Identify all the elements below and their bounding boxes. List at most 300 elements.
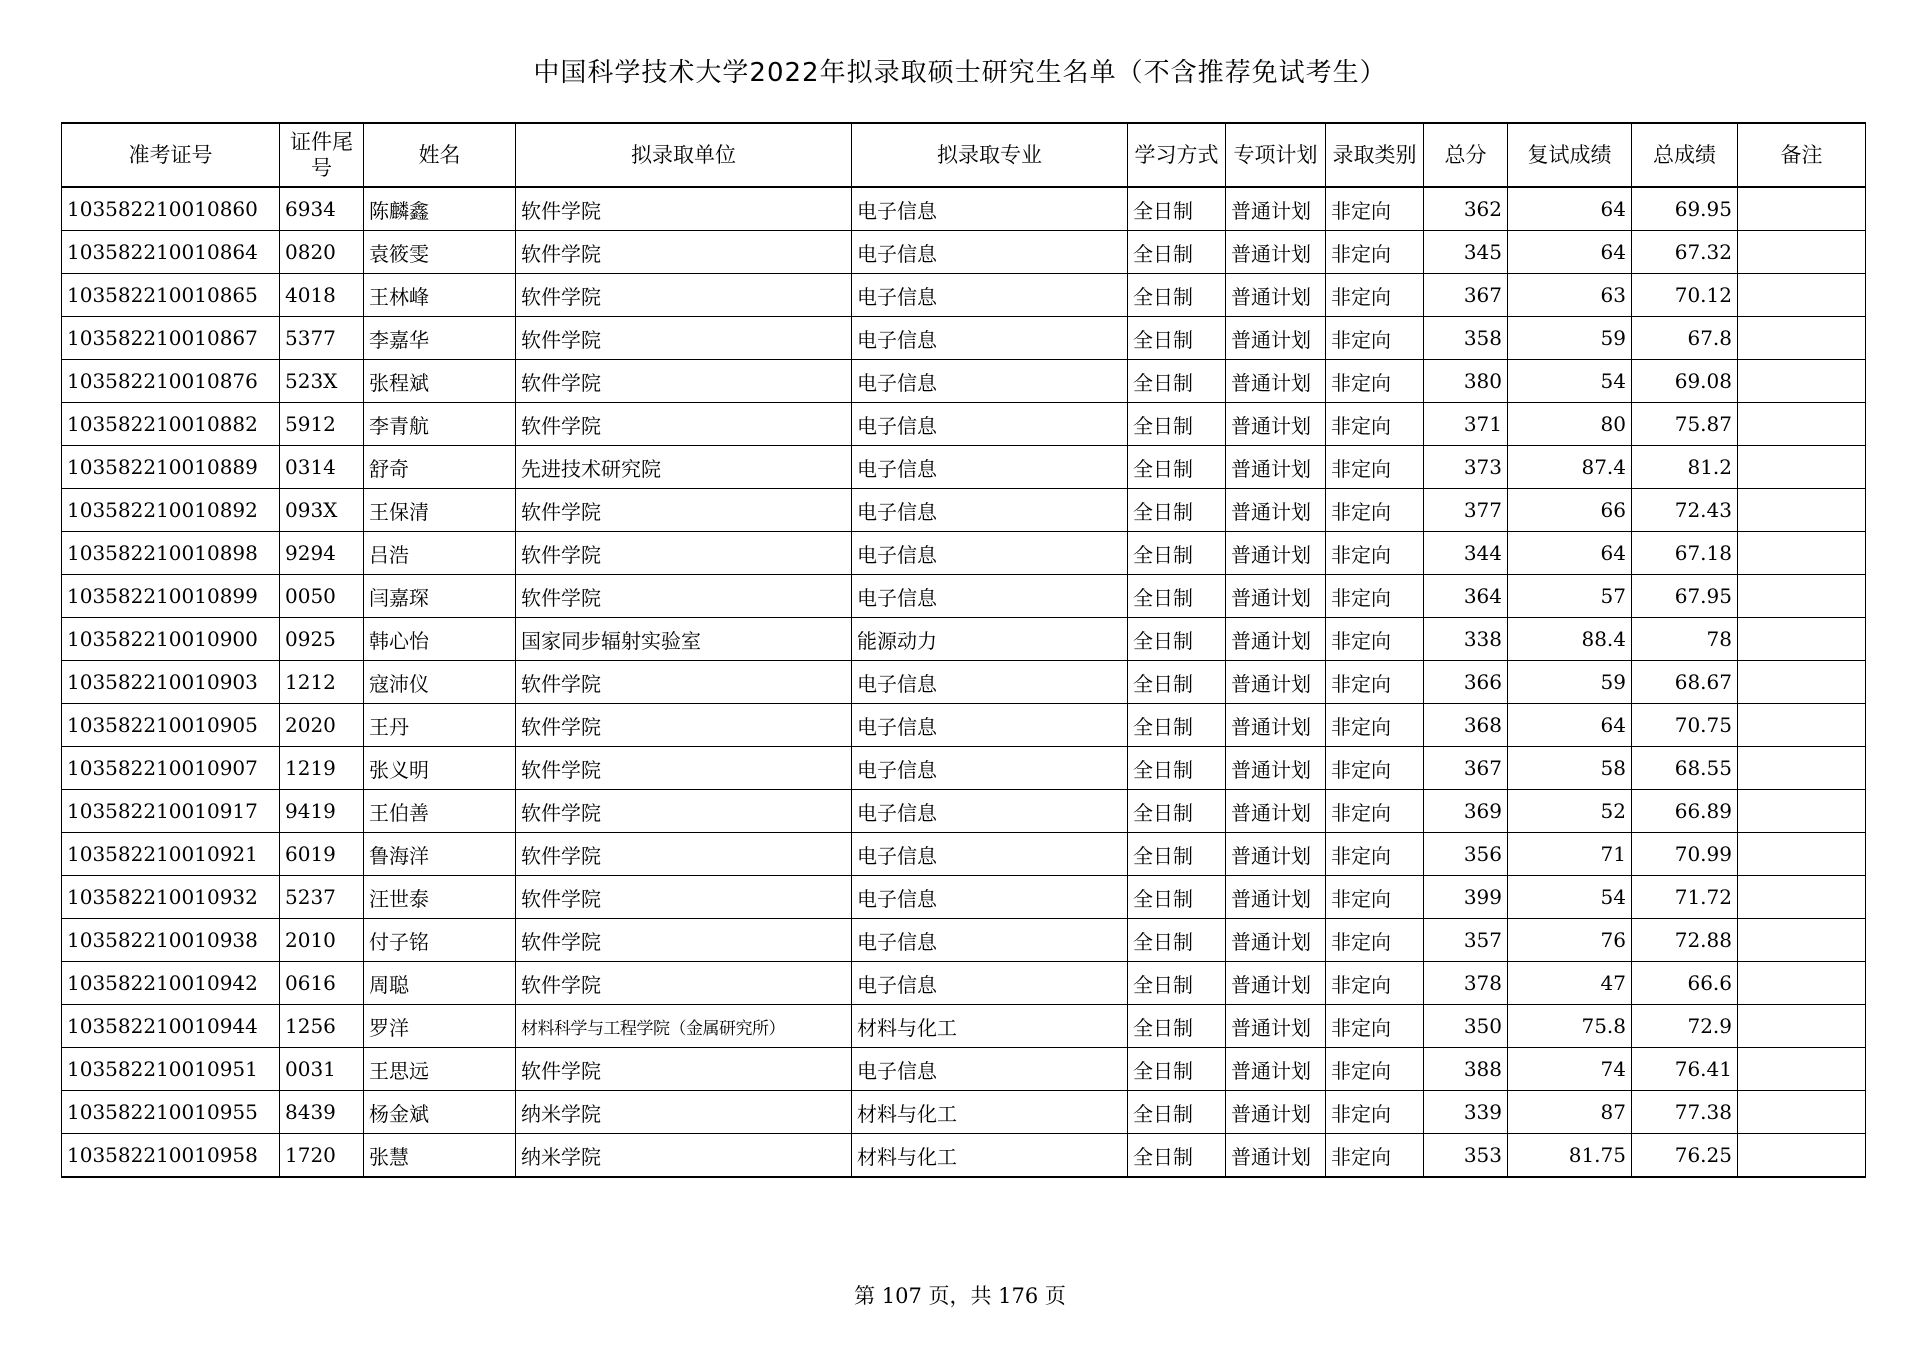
cell-id-tail: 0616 bbox=[280, 962, 364, 1005]
cell-study-mode: 全日制 bbox=[1128, 489, 1226, 532]
cell-name: 李青航 bbox=[364, 403, 516, 446]
cell-plan: 普通计划 bbox=[1226, 1005, 1326, 1048]
table-row bbox=[62, 1134, 1866, 1178]
cell-major: 电子信息 bbox=[852, 919, 1128, 962]
table-row bbox=[62, 575, 1866, 618]
cell-unit: 纳米学院 bbox=[516, 1091, 852, 1134]
cell-exam-id: 103582210010955 bbox=[62, 1091, 280, 1134]
cell-id-tail: 2020 bbox=[280, 704, 364, 747]
cell-total: 345 bbox=[1424, 231, 1508, 274]
cell-retest: 74 bbox=[1508, 1048, 1632, 1091]
cell-plan: 普通计划 bbox=[1226, 489, 1326, 532]
cell-exam-id: 103582210010951 bbox=[62, 1048, 280, 1091]
cell-remark bbox=[1738, 187, 1866, 231]
cell-study-mode: 全日制 bbox=[1128, 790, 1226, 833]
cell-unit: 软件学院 bbox=[516, 187, 852, 231]
cell-study-mode: 全日制 bbox=[1128, 274, 1226, 317]
header-name: 姓名 bbox=[364, 123, 516, 187]
cell-study-mode: 全日制 bbox=[1128, 704, 1226, 747]
header-row bbox=[62, 123, 1866, 187]
table-header bbox=[62, 123, 1866, 187]
cell-total: 362 bbox=[1424, 187, 1508, 231]
cell-unit: 材料科学与工程学院（金属研究所） bbox=[516, 1005, 852, 1048]
cell-category: 非定向 bbox=[1326, 1048, 1424, 1091]
cell-study-mode: 全日制 bbox=[1128, 360, 1226, 403]
table-row bbox=[62, 489, 1866, 532]
cell-category: 非定向 bbox=[1326, 1134, 1424, 1178]
cell-name: 王伯善 bbox=[364, 790, 516, 833]
cell-unit: 软件学院 bbox=[516, 317, 852, 360]
cell-overall: 69.08 bbox=[1632, 360, 1738, 403]
cell-unit: 软件学院 bbox=[516, 661, 852, 704]
cell-retest: 76 bbox=[1508, 919, 1632, 962]
cell-total: 369 bbox=[1424, 790, 1508, 833]
table-row bbox=[62, 360, 1866, 403]
cell-exam-id: 103582210010889 bbox=[62, 446, 280, 489]
header-plan: 专项计划 bbox=[1226, 123, 1326, 187]
table-row bbox=[62, 704, 1866, 747]
cell-total: 344 bbox=[1424, 532, 1508, 575]
cell-retest: 87 bbox=[1508, 1091, 1632, 1134]
cell-category: 非定向 bbox=[1326, 704, 1424, 747]
cell-unit: 软件学院 bbox=[516, 704, 852, 747]
cell-exam-id: 103582210010860 bbox=[62, 187, 280, 231]
table-row bbox=[62, 833, 1866, 876]
cell-remark bbox=[1738, 403, 1866, 446]
cell-plan: 普通计划 bbox=[1226, 274, 1326, 317]
cell-exam-id: 103582210010864 bbox=[62, 231, 280, 274]
cell-retest: 52 bbox=[1508, 790, 1632, 833]
cell-category: 非定向 bbox=[1326, 1091, 1424, 1134]
cell-study-mode: 全日制 bbox=[1128, 446, 1226, 489]
table-row bbox=[62, 446, 1866, 489]
cell-remark bbox=[1738, 747, 1866, 790]
cell-plan: 普通计划 bbox=[1226, 790, 1326, 833]
cell-overall: 67.18 bbox=[1632, 532, 1738, 575]
header-total: 总分 bbox=[1424, 123, 1508, 187]
cell-major: 电子信息 bbox=[852, 532, 1128, 575]
cell-retest: 58 bbox=[1508, 747, 1632, 790]
cell-retest: 54 bbox=[1508, 360, 1632, 403]
cell-unit: 国家同步辐射实验室 bbox=[516, 618, 852, 661]
cell-category: 非定向 bbox=[1326, 876, 1424, 919]
cell-remark bbox=[1738, 274, 1866, 317]
cell-retest: 64 bbox=[1508, 532, 1632, 575]
cell-name: 张慧 bbox=[364, 1134, 516, 1178]
cell-overall: 67.95 bbox=[1632, 575, 1738, 618]
cell-major: 材料与化工 bbox=[852, 1091, 1128, 1134]
cell-retest: 64 bbox=[1508, 187, 1632, 231]
cell-exam-id: 103582210010876 bbox=[62, 360, 280, 403]
cell-plan: 普通计划 bbox=[1226, 876, 1326, 919]
cell-retest: 71 bbox=[1508, 833, 1632, 876]
cell-plan: 普通计划 bbox=[1226, 532, 1326, 575]
cell-retest: 59 bbox=[1508, 317, 1632, 360]
cell-plan: 普通计划 bbox=[1226, 962, 1326, 1005]
cell-name: 鲁海洋 bbox=[364, 833, 516, 876]
cell-remark bbox=[1738, 575, 1866, 618]
cell-remark bbox=[1738, 446, 1866, 489]
cell-id-tail: 0031 bbox=[280, 1048, 364, 1091]
cell-plan: 普通计划 bbox=[1226, 919, 1326, 962]
cell-remark bbox=[1738, 317, 1866, 360]
cell-exam-id: 103582210010905 bbox=[62, 704, 280, 747]
cell-major: 材料与化工 bbox=[852, 1134, 1128, 1178]
cell-study-mode: 全日制 bbox=[1128, 962, 1226, 1005]
cell-study-mode: 全日制 bbox=[1128, 403, 1226, 446]
cell-name: 张程斌 bbox=[364, 360, 516, 403]
cell-unit: 软件学院 bbox=[516, 575, 852, 618]
cell-overall: 70.99 bbox=[1632, 833, 1738, 876]
cell-id-tail: 6019 bbox=[280, 833, 364, 876]
cell-name: 袁筱雯 bbox=[364, 231, 516, 274]
cell-name: 汪世泰 bbox=[364, 876, 516, 919]
cell-plan: 普通计划 bbox=[1226, 360, 1326, 403]
cell-id-tail: 9419 bbox=[280, 790, 364, 833]
cell-id-tail: 0820 bbox=[280, 231, 364, 274]
header-overall: 总成绩 bbox=[1632, 123, 1738, 187]
cell-exam-id: 103582210010865 bbox=[62, 274, 280, 317]
cell-total: 371 bbox=[1424, 403, 1508, 446]
cell-study-mode: 全日制 bbox=[1128, 833, 1226, 876]
cell-category: 非定向 bbox=[1326, 1005, 1424, 1048]
cell-retest: 80 bbox=[1508, 403, 1632, 446]
cell-category: 非定向 bbox=[1326, 790, 1424, 833]
cell-retest: 54 bbox=[1508, 876, 1632, 919]
header-study-mode: 学习方式 bbox=[1128, 123, 1226, 187]
cell-overall: 66.89 bbox=[1632, 790, 1738, 833]
cell-study-mode: 全日制 bbox=[1128, 187, 1226, 231]
cell-unit: 软件学院 bbox=[516, 274, 852, 317]
cell-total: 366 bbox=[1424, 661, 1508, 704]
cell-remark bbox=[1738, 661, 1866, 704]
cell-exam-id: 103582210010900 bbox=[62, 618, 280, 661]
cell-remark bbox=[1738, 833, 1866, 876]
cell-retest: 64 bbox=[1508, 704, 1632, 747]
cell-total: 364 bbox=[1424, 575, 1508, 618]
table-row bbox=[62, 532, 1866, 575]
cell-name: 闫嘉琛 bbox=[364, 575, 516, 618]
cell-exam-id: 103582210010867 bbox=[62, 317, 280, 360]
cell-name: 韩心怡 bbox=[364, 618, 516, 661]
cell-id-tail: 6934 bbox=[280, 187, 364, 231]
cell-unit: 软件学院 bbox=[516, 360, 852, 403]
cell-unit: 软件学院 bbox=[516, 790, 852, 833]
cell-unit: 软件学院 bbox=[516, 1048, 852, 1091]
cell-overall: 66.6 bbox=[1632, 962, 1738, 1005]
cell-unit: 软件学院 bbox=[516, 962, 852, 1005]
cell-id-tail: 1256 bbox=[280, 1005, 364, 1048]
cell-exam-id: 103582210010958 bbox=[62, 1134, 280, 1178]
cell-plan: 普通计划 bbox=[1226, 833, 1326, 876]
table-row bbox=[62, 876, 1866, 919]
cell-remark bbox=[1738, 1134, 1866, 1178]
cell-remark bbox=[1738, 618, 1866, 661]
table-body bbox=[62, 187, 1866, 1177]
cell-plan: 普通计划 bbox=[1226, 1091, 1326, 1134]
cell-id-tail: 0925 bbox=[280, 618, 364, 661]
cell-category: 非定向 bbox=[1326, 532, 1424, 575]
table-row bbox=[62, 962, 1866, 1005]
cell-total: 377 bbox=[1424, 489, 1508, 532]
cell-name: 吕浩 bbox=[364, 532, 516, 575]
cell-overall: 78 bbox=[1632, 618, 1738, 661]
cell-retest: 81.75 bbox=[1508, 1134, 1632, 1178]
cell-name: 王保清 bbox=[364, 489, 516, 532]
cell-overall: 68.55 bbox=[1632, 747, 1738, 790]
cell-id-tail: 2010 bbox=[280, 919, 364, 962]
cell-name: 付子铭 bbox=[364, 919, 516, 962]
cell-category: 非定向 bbox=[1326, 575, 1424, 618]
cell-name: 王林峰 bbox=[364, 274, 516, 317]
cell-retest: 87.4 bbox=[1508, 446, 1632, 489]
cell-study-mode: 全日制 bbox=[1128, 317, 1226, 360]
cell-overall: 68.67 bbox=[1632, 661, 1738, 704]
cell-major: 电子信息 bbox=[852, 403, 1128, 446]
cell-exam-id: 103582210010898 bbox=[62, 532, 280, 575]
cell-major: 电子信息 bbox=[852, 747, 1128, 790]
cell-category: 非定向 bbox=[1326, 231, 1424, 274]
cell-total: 339 bbox=[1424, 1091, 1508, 1134]
cell-total: 378 bbox=[1424, 962, 1508, 1005]
cell-overall: 81.2 bbox=[1632, 446, 1738, 489]
cell-name: 张义明 bbox=[364, 747, 516, 790]
cell-remark bbox=[1738, 231, 1866, 274]
cell-study-mode: 全日制 bbox=[1128, 1005, 1226, 1048]
cell-study-mode: 全日制 bbox=[1128, 1048, 1226, 1091]
cell-name: 杨金斌 bbox=[364, 1091, 516, 1134]
cell-major: 电子信息 bbox=[852, 187, 1128, 231]
cell-unit: 软件学院 bbox=[516, 532, 852, 575]
cell-study-mode: 全日制 bbox=[1128, 747, 1226, 790]
cell-total: 358 bbox=[1424, 317, 1508, 360]
cell-plan: 普通计划 bbox=[1226, 317, 1326, 360]
cell-id-tail: 1212 bbox=[280, 661, 364, 704]
cell-study-mode: 全日制 bbox=[1128, 231, 1226, 274]
cell-category: 非定向 bbox=[1326, 317, 1424, 360]
cell-retest: 64 bbox=[1508, 231, 1632, 274]
page-footer: 第 107 页，共 176 页 bbox=[854, 1284, 1066, 1308]
cell-major: 能源动力 bbox=[852, 618, 1128, 661]
cell-total: 350 bbox=[1424, 1005, 1508, 1048]
table-row bbox=[62, 790, 1866, 833]
cell-overall: 76.41 bbox=[1632, 1048, 1738, 1091]
cell-remark bbox=[1738, 1048, 1866, 1091]
cell-major: 电子信息 bbox=[852, 661, 1128, 704]
cell-study-mode: 全日制 bbox=[1128, 618, 1226, 661]
admission-table bbox=[61, 122, 1866, 1178]
cell-id-tail: 523X bbox=[280, 360, 364, 403]
cell-category: 非定向 bbox=[1326, 446, 1424, 489]
cell-study-mode: 全日制 bbox=[1128, 919, 1226, 962]
cell-retest: 63 bbox=[1508, 274, 1632, 317]
cell-plan: 普通计划 bbox=[1226, 575, 1326, 618]
cell-id-tail: 093X bbox=[280, 489, 364, 532]
cell-id-tail: 0050 bbox=[280, 575, 364, 618]
cell-plan: 普通计划 bbox=[1226, 187, 1326, 231]
cell-plan: 普通计划 bbox=[1226, 1048, 1326, 1091]
cell-major: 电子信息 bbox=[852, 833, 1128, 876]
table-row bbox=[62, 187, 1866, 231]
cell-overall: 70.75 bbox=[1632, 704, 1738, 747]
cell-total: 399 bbox=[1424, 876, 1508, 919]
cell-name: 罗洋 bbox=[364, 1005, 516, 1048]
header-retest: 复试成绩 bbox=[1508, 123, 1632, 187]
cell-name: 陈麟鑫 bbox=[364, 187, 516, 231]
cell-name: 舒奇 bbox=[364, 446, 516, 489]
cell-major: 电子信息 bbox=[852, 317, 1128, 360]
cell-retest: 66 bbox=[1508, 489, 1632, 532]
cell-remark bbox=[1738, 919, 1866, 962]
table-row bbox=[62, 618, 1866, 661]
page-title: 中国科学技术大学2022年拟录取硕士研究生名单（不含推荐免试考生） bbox=[533, 58, 1387, 88]
table-row bbox=[62, 1091, 1866, 1134]
cell-major: 电子信息 bbox=[852, 446, 1128, 489]
table-row bbox=[62, 1005, 1866, 1048]
cell-unit: 软件学院 bbox=[516, 833, 852, 876]
cell-plan: 普通计划 bbox=[1226, 446, 1326, 489]
cell-id-tail: 5237 bbox=[280, 876, 364, 919]
cell-overall: 69.95 bbox=[1632, 187, 1738, 231]
cell-remark bbox=[1738, 489, 1866, 532]
cell-major: 电子信息 bbox=[852, 876, 1128, 919]
cell-overall: 70.12 bbox=[1632, 274, 1738, 317]
cell-exam-id: 103582210010938 bbox=[62, 919, 280, 962]
cell-major: 电子信息 bbox=[852, 231, 1128, 274]
cell-major: 电子信息 bbox=[852, 575, 1128, 618]
cell-retest: 75.8 bbox=[1508, 1005, 1632, 1048]
cell-major: 电子信息 bbox=[852, 1048, 1128, 1091]
cell-id-tail: 5912 bbox=[280, 403, 364, 446]
cell-remark bbox=[1738, 790, 1866, 833]
cell-total: 367 bbox=[1424, 274, 1508, 317]
header-exam-id: 准考证号 bbox=[62, 123, 280, 187]
cell-name: 王思远 bbox=[364, 1048, 516, 1091]
cell-unit: 纳米学院 bbox=[516, 1134, 852, 1178]
cell-exam-id: 103582210010903 bbox=[62, 661, 280, 704]
cell-id-tail: 4018 bbox=[280, 274, 364, 317]
cell-category: 非定向 bbox=[1326, 833, 1424, 876]
cell-total: 338 bbox=[1424, 618, 1508, 661]
cell-unit: 软件学院 bbox=[516, 876, 852, 919]
cell-plan: 普通计划 bbox=[1226, 704, 1326, 747]
cell-exam-id: 103582210010882 bbox=[62, 403, 280, 446]
cell-retest: 88.4 bbox=[1508, 618, 1632, 661]
cell-overall: 77.38 bbox=[1632, 1091, 1738, 1134]
cell-name: 周聪 bbox=[364, 962, 516, 1005]
cell-study-mode: 全日制 bbox=[1128, 876, 1226, 919]
cell-category: 非定向 bbox=[1326, 403, 1424, 446]
cell-exam-id: 103582210010907 bbox=[62, 747, 280, 790]
cell-total: 357 bbox=[1424, 919, 1508, 962]
header-major: 拟录取专业 bbox=[852, 123, 1128, 187]
cell-total: 368 bbox=[1424, 704, 1508, 747]
cell-total: 388 bbox=[1424, 1048, 1508, 1091]
cell-exam-id: 103582210010921 bbox=[62, 833, 280, 876]
cell-study-mode: 全日制 bbox=[1128, 1091, 1226, 1134]
cell-study-mode: 全日制 bbox=[1128, 1134, 1226, 1178]
cell-remark bbox=[1738, 360, 1866, 403]
cell-name: 李嘉华 bbox=[364, 317, 516, 360]
cell-name: 王丹 bbox=[364, 704, 516, 747]
cell-category: 非定向 bbox=[1326, 187, 1424, 231]
cell-plan: 普通计划 bbox=[1226, 618, 1326, 661]
cell-remark bbox=[1738, 704, 1866, 747]
cell-study-mode: 全日制 bbox=[1128, 532, 1226, 575]
cell-total: 356 bbox=[1424, 833, 1508, 876]
cell-major: 电子信息 bbox=[852, 489, 1128, 532]
cell-unit: 软件学院 bbox=[516, 747, 852, 790]
cell-exam-id: 103582210010917 bbox=[62, 790, 280, 833]
cell-overall: 67.8 bbox=[1632, 317, 1738, 360]
cell-exam-id: 103582210010932 bbox=[62, 876, 280, 919]
cell-major: 电子信息 bbox=[852, 704, 1128, 747]
cell-category: 非定向 bbox=[1326, 489, 1424, 532]
table-row bbox=[62, 661, 1866, 704]
table-row bbox=[62, 919, 1866, 962]
cell-overall: 67.32 bbox=[1632, 231, 1738, 274]
cell-major: 电子信息 bbox=[852, 274, 1128, 317]
cell-study-mode: 全日制 bbox=[1128, 575, 1226, 618]
cell-unit: 软件学院 bbox=[516, 919, 852, 962]
cell-plan: 普通计划 bbox=[1226, 661, 1326, 704]
cell-total: 367 bbox=[1424, 747, 1508, 790]
cell-overall: 72.9 bbox=[1632, 1005, 1738, 1048]
cell-major: 电子信息 bbox=[852, 962, 1128, 1005]
cell-plan: 普通计划 bbox=[1226, 747, 1326, 790]
cell-total: 353 bbox=[1424, 1134, 1508, 1178]
cell-unit: 先进技术研究院 bbox=[516, 446, 852, 489]
cell-retest: 47 bbox=[1508, 962, 1632, 1005]
cell-id-tail: 5377 bbox=[280, 317, 364, 360]
cell-major: 电子信息 bbox=[852, 790, 1128, 833]
header-unit: 拟录取单位 bbox=[516, 123, 852, 187]
cell-category: 非定向 bbox=[1326, 661, 1424, 704]
cell-total: 373 bbox=[1424, 446, 1508, 489]
cell-overall: 75.87 bbox=[1632, 403, 1738, 446]
cell-id-tail: 0314 bbox=[280, 446, 364, 489]
cell-category: 非定向 bbox=[1326, 274, 1424, 317]
table-row bbox=[62, 403, 1866, 446]
cell-category: 非定向 bbox=[1326, 919, 1424, 962]
cell-exam-id: 103582210010892 bbox=[62, 489, 280, 532]
cell-unit: 软件学院 bbox=[516, 231, 852, 274]
cell-overall: 72.43 bbox=[1632, 489, 1738, 532]
cell-plan: 普通计划 bbox=[1226, 1134, 1326, 1178]
table-row bbox=[62, 274, 1866, 317]
cell-remark bbox=[1738, 532, 1866, 575]
cell-category: 非定向 bbox=[1326, 962, 1424, 1005]
cell-unit: 软件学院 bbox=[516, 489, 852, 532]
cell-id-tail: 8439 bbox=[280, 1091, 364, 1134]
cell-study-mode: 全日制 bbox=[1128, 661, 1226, 704]
cell-total: 380 bbox=[1424, 360, 1508, 403]
cell-id-tail: 1219 bbox=[280, 747, 364, 790]
header-remark: 备注 bbox=[1738, 123, 1866, 187]
table-row bbox=[62, 747, 1866, 790]
cell-id-tail: 1720 bbox=[280, 1134, 364, 1178]
cell-overall: 71.72 bbox=[1632, 876, 1738, 919]
cell-category: 非定向 bbox=[1326, 747, 1424, 790]
cell-category: 非定向 bbox=[1326, 360, 1424, 403]
cell-plan: 普通计划 bbox=[1226, 403, 1326, 446]
cell-id-tail: 9294 bbox=[280, 532, 364, 575]
table-row bbox=[62, 231, 1866, 274]
cell-name: 寇沛仪 bbox=[364, 661, 516, 704]
cell-category: 非定向 bbox=[1326, 618, 1424, 661]
table-row bbox=[62, 317, 1866, 360]
cell-remark bbox=[1738, 876, 1866, 919]
